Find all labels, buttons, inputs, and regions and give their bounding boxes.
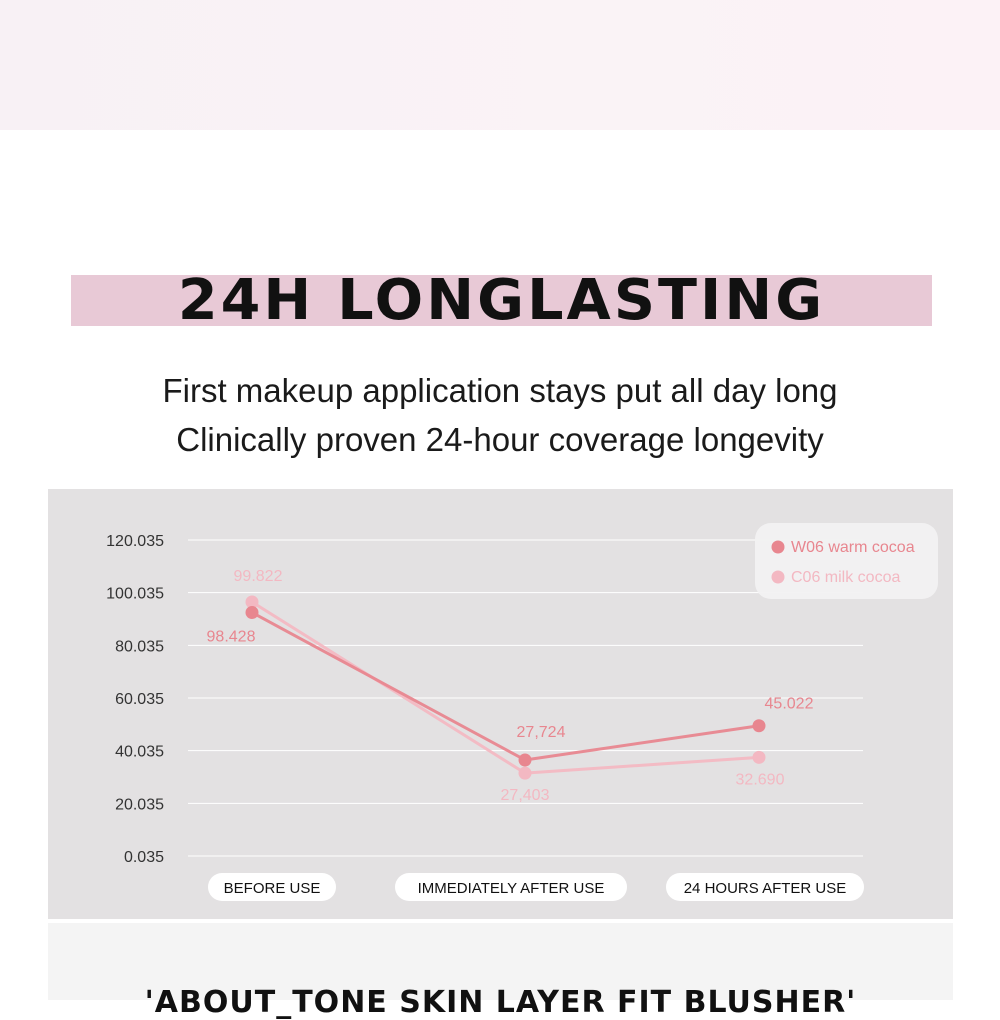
data-label: 27,403 bbox=[500, 787, 550, 805]
title-highlight-bar bbox=[71, 267, 932, 333]
longevity-line-chart bbox=[48, 489, 953, 919]
subtitle-line-2: Clinically proven 24-hour coverage longevity bbox=[176, 421, 824, 458]
data-point-milk-cocoa bbox=[753, 751, 766, 764]
x-tick-label: 24 HOURS AFTER USE bbox=[683, 880, 847, 897]
y-tick-label: 0.035 bbox=[123, 849, 164, 866]
product-section-panel bbox=[48, 923, 953, 1020]
data-label: 98.428 bbox=[206, 628, 256, 646]
data-label: 32.690 bbox=[735, 771, 785, 789]
product-heading: 'ABOUT_TONE SKIN LAYER FIT BLUSHER' bbox=[144, 985, 857, 1020]
data-label: 45.022 bbox=[764, 695, 814, 713]
y-tick-label: 20.035 bbox=[115, 796, 164, 814]
y-tick-label: 100.035 bbox=[106, 585, 164, 603]
legend-swatch bbox=[772, 541, 785, 554]
chart-panel bbox=[48, 489, 953, 919]
y-tick-label: 40.035 bbox=[115, 743, 164, 761]
data-point-warm-cocoa bbox=[753, 719, 766, 732]
legend-swatch bbox=[772, 571, 785, 584]
data-point-warm-cocoa bbox=[246, 606, 259, 619]
x-tick-label: BEFORE USE bbox=[223, 880, 321, 897]
y-tick-label: 60.035 bbox=[115, 691, 164, 708]
data-point-milk-cocoa bbox=[519, 767, 532, 780]
y-tick-label: 120.035 bbox=[106, 533, 164, 550]
page-title: 24H LONGLASTING bbox=[177, 267, 826, 333]
subtitle-line-1: First makeup application stays put all day long bbox=[162, 372, 838, 409]
y-tick-label: 80.035 bbox=[115, 638, 164, 656]
data-label: 27,724 bbox=[516, 723, 566, 741]
legend-box bbox=[755, 523, 938, 599]
series-line-milk-cocoa bbox=[252, 602, 759, 773]
data-label: 99.822 bbox=[233, 567, 283, 585]
legend-label: C06 milk cocoa bbox=[791, 569, 901, 586]
x-tick-label: IMMEDIATELY AFTER USE bbox=[417, 880, 605, 897]
legend-label: W06 warm cocoa bbox=[791, 539, 915, 556]
data-point-warm-cocoa bbox=[519, 753, 532, 766]
top-gradient-band bbox=[0, 0, 1000, 130]
series-line-warm-cocoa bbox=[252, 613, 759, 760]
